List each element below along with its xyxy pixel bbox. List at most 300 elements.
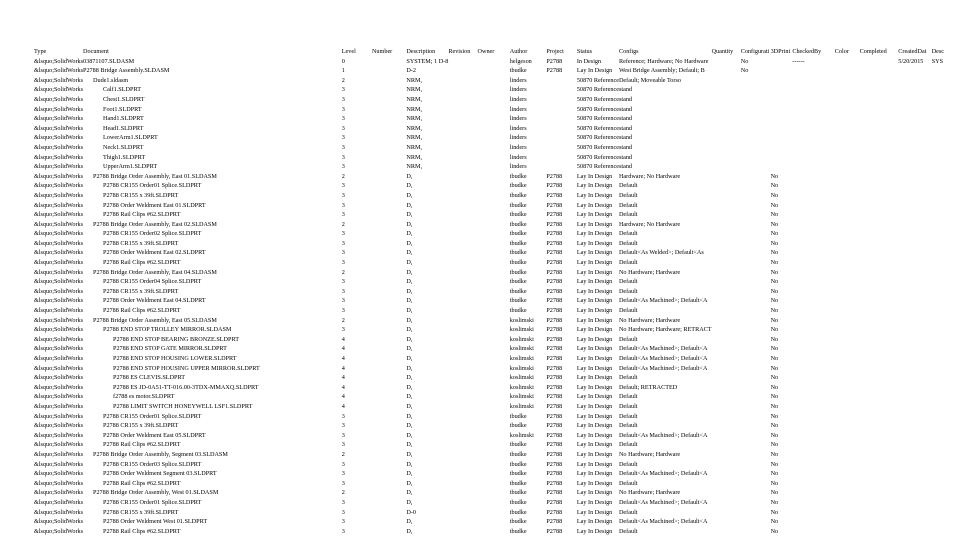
table-row[interactable] (34, 57, 960, 67)
cell-checkedby (792, 210, 834, 220)
cell-checkedby (792, 383, 834, 393)
cell-level: 3 (341, 191, 345, 199)
table-row[interactable] (34, 421, 960, 431)
cell-document (83, 162, 342, 172)
table-row[interactable] (34, 412, 960, 422)
cell-owner (478, 431, 510, 441)
cell-level: 2 (341, 220, 345, 228)
cell-completed (860, 335, 899, 345)
cell-level: 3 (341, 498, 345, 506)
column-header-desc2[interactable]: Desc (931, 48, 945, 55)
cell-description: D-2 (406, 67, 416, 75)
cell-number (372, 114, 406, 124)
cell-author: tbudke (509, 527, 527, 535)
cell-configs: stand (618, 105, 633, 113)
cell-color (835, 287, 860, 297)
cell-configuration (741, 220, 771, 230)
cell-owner (478, 287, 510, 297)
table-row[interactable] (34, 172, 960, 182)
column-header-project[interactable]: Project (546, 48, 564, 55)
cell-level: 4 (341, 383, 345, 391)
cell-configs: Default<As Machined>; Default<A (618, 297, 708, 305)
cell-configs: Default (618, 307, 638, 315)
cell-color (835, 402, 860, 412)
table-row[interactable] (34, 488, 960, 498)
cell-level: 3 (341, 441, 345, 449)
cell-description: D, (406, 259, 413, 267)
cell-quantity (712, 296, 741, 306)
cell-desc2 (932, 114, 960, 124)
column-header-createddate[interactable]: CreatedDat (898, 48, 927, 55)
table-row[interactable] (34, 258, 960, 268)
cell-quantity (712, 268, 741, 278)
cell-createddate (898, 469, 931, 479)
cell-description: D, (406, 489, 413, 497)
column-header-completed[interactable]: Completed (859, 48, 887, 55)
cell-author: koslimski (509, 345, 534, 353)
cell-author: tbudke (509, 172, 527, 180)
cell-configuration (741, 508, 771, 518)
cell-project: P2788 (546, 220, 563, 228)
cell-desc2 (932, 527, 960, 537)
cell-document (83, 479, 342, 489)
cell-author: tbudke (509, 450, 527, 458)
table-row[interactable] (34, 162, 960, 172)
cell-checkedby (792, 191, 834, 201)
cell-author: tbudke (509, 460, 527, 468)
cell-project: P2788 (546, 67, 563, 75)
cell-status: 50870 Reference (576, 95, 619, 103)
cell-owner (478, 277, 510, 287)
table-row[interactable] (34, 210, 960, 220)
cell-project: P2788 (546, 508, 563, 516)
cell-desc2 (932, 172, 960, 182)
table-row[interactable] (34, 296, 960, 306)
cell-description: D, (406, 307, 413, 315)
table-row[interactable] (34, 143, 960, 153)
cell-status: In Design (576, 57, 602, 65)
cell-configuration (741, 114, 771, 124)
cell-status: Lay In Design (576, 335, 613, 343)
cell-desc2 (932, 421, 960, 431)
table-row[interactable] (34, 383, 960, 393)
cell-configs: No Hardware; Hardware; RETRACT (618, 326, 712, 334)
cell-checkedby (792, 335, 834, 345)
table-row[interactable] (34, 364, 960, 374)
cell-desc2 (932, 239, 960, 249)
cell-document (83, 258, 342, 268)
cell-print3d (771, 114, 793, 124)
cell-createddate (898, 133, 931, 143)
cell-document (83, 105, 342, 115)
cell-number (372, 85, 406, 95)
table-row[interactable] (34, 373, 960, 383)
table-row[interactable] (34, 95, 960, 105)
document-name: Hand1.SLDPRT (103, 115, 144, 123)
cell-quantity (712, 143, 741, 153)
table-row[interactable] (34, 105, 960, 115)
cell-configuration (741, 383, 771, 393)
table-row[interactable] (34, 508, 960, 518)
cell-description: D, (406, 412, 413, 420)
cell-type: &lsquo;SolidWorks (34, 402, 84, 410)
cell-author: tbudke (509, 297, 527, 305)
cell-desc2 (932, 210, 960, 220)
cell-print3d: No (770, 239, 779, 247)
cell-number (372, 450, 406, 460)
cell-desc2 (932, 133, 960, 143)
cell-type: &lsquo;SolidWorks (34, 297, 84, 305)
table-row[interactable] (34, 479, 960, 489)
cell-owner (478, 181, 510, 191)
cell-quantity (712, 201, 741, 211)
cell-number (372, 95, 406, 105)
table-row[interactable] (34, 392, 960, 402)
table-row[interactable] (34, 287, 960, 297)
document-name: P2788 END STOP TROLLEY MIRROR.SLDASM (103, 326, 232, 334)
table-row[interactable] (34, 450, 960, 460)
cell-type: &lsquo;SolidWorks (34, 527, 84, 535)
cell-createddate (898, 335, 931, 345)
cell-desc2 (932, 508, 960, 518)
cell-description: NRM, (406, 115, 423, 123)
cell-document (83, 373, 342, 383)
cell-description: D, (406, 326, 413, 334)
cell-number (372, 508, 406, 518)
cell-createddate (898, 517, 931, 527)
cell-configuration (741, 268, 771, 278)
cell-document (83, 210, 342, 220)
table-row[interactable] (34, 277, 960, 287)
cell-document (83, 95, 342, 105)
cell-description: D, (406, 460, 413, 468)
cell-level: 3 (341, 412, 345, 420)
table-row[interactable] (34, 517, 960, 527)
cell-configuration (741, 306, 771, 316)
cell-description: D, (406, 450, 413, 458)
cell-checkedby (792, 162, 834, 172)
cell-author: linders (509, 76, 527, 84)
cell-configuration (741, 153, 771, 163)
cell-status: Lay In Design (576, 393, 613, 401)
column-header-description[interactable]: Description (406, 48, 436, 55)
cell-configuration (741, 85, 771, 95)
cell-revision (448, 57, 477, 67)
cell-document (83, 325, 342, 335)
cell-createddate (898, 431, 931, 441)
cell-number (372, 498, 406, 508)
table-row[interactable] (34, 114, 960, 124)
cell-type: &lsquo;SolidWorks (34, 172, 84, 180)
cell-level: 3 (341, 211, 345, 219)
cell-status: Lay In Design (576, 470, 613, 478)
cell-revision (448, 162, 477, 172)
cell-author: tbudke (509, 278, 527, 286)
cell-type: &lsquo;SolidWorks (34, 211, 84, 219)
table-row[interactable] (34, 344, 960, 354)
cell-description: NRM, (406, 163, 423, 171)
cell-project (546, 143, 577, 153)
cell-configs: Default (618, 191, 638, 199)
document-name: P2788 Order Weldment West 01.SLDPRT (103, 518, 208, 526)
cell-configuration (741, 469, 771, 479)
cell-revision (448, 133, 477, 143)
cell-configuration (741, 191, 771, 201)
cell-desc2 (932, 66, 960, 76)
table-row[interactable] (34, 229, 960, 239)
table-row[interactable] (34, 191, 960, 201)
cell-checkedby (792, 220, 834, 230)
column-header-revision[interactable]: Revision (448, 48, 471, 55)
cell-color (835, 344, 860, 354)
cell-configs: Default (618, 527, 638, 535)
column-header-document[interactable]: Document (83, 48, 109, 55)
cell-project (546, 76, 577, 86)
document-name: P2788 Bridge Order Assembly, Segment 03.SLDASM (93, 450, 228, 458)
table-row[interactable] (34, 469, 960, 479)
cell-owner (478, 162, 510, 172)
table-row[interactable] (34, 220, 960, 230)
cell-level: 3 (341, 115, 345, 123)
cell-type: &lsquo;SolidWorks (34, 287, 84, 295)
table-row[interactable] (34, 460, 960, 470)
cell-author: tbudke (509, 307, 527, 315)
column-header-type[interactable]: Type (34, 48, 47, 55)
cell-revision (448, 460, 477, 470)
cell-desc2 (932, 335, 960, 345)
cell-quantity (712, 248, 741, 258)
cell-owner (478, 392, 510, 402)
cell-configs: Default<As Machined>; Default<A (618, 498, 708, 506)
column-header-checkedby[interactable]: CheckedBy (792, 48, 822, 55)
cell-description: NRM, (406, 76, 423, 84)
cell-owner (478, 66, 510, 76)
cell-quantity (712, 181, 741, 191)
cell-completed (860, 105, 899, 115)
cell-createddate (898, 201, 931, 211)
cell-author: tbudke (509, 230, 527, 238)
cell-completed (860, 181, 899, 191)
cell-description: D, (406, 239, 413, 247)
cell-type: &lsquo;SolidWorks (34, 201, 84, 209)
cell-checkedby (792, 105, 834, 115)
table-row[interactable] (34, 354, 960, 364)
cell-owner (478, 143, 510, 153)
column-header-owner[interactable]: Owner (477, 48, 495, 55)
cell-createddate (898, 450, 931, 460)
cell-color (835, 460, 860, 470)
cell-author: tbudke (509, 220, 527, 228)
column-header-status[interactable]: Status (576, 48, 593, 55)
document-name: Head1.SLDPRT (103, 124, 144, 132)
cell-checkedby (792, 469, 834, 479)
column-header-print3d[interactable]: 3DPrint (770, 48, 791, 55)
cell-quantity (712, 220, 741, 230)
cell-desc2 (932, 373, 960, 383)
cell-description: D, (406, 316, 413, 324)
cell-desc2 (932, 498, 960, 508)
column-header-level[interactable]: Level (341, 48, 356, 55)
cell-configs: Default (618, 460, 638, 468)
cell-project: P2788 (546, 249, 563, 257)
table-row[interactable] (34, 440, 960, 450)
cell-status: 50870 Reference (576, 163, 619, 171)
cell-owner (478, 373, 510, 383)
cell-number (372, 335, 406, 345)
cell-color (835, 181, 860, 191)
cell-owner (478, 421, 510, 431)
document-name: P2788 CR155 x 39ft.SLDPRT (103, 287, 179, 295)
column-header-configs[interactable]: Configs (618, 48, 639, 55)
column-header-author[interactable]: Author (509, 48, 528, 55)
table-row[interactable] (34, 153, 960, 163)
cell-configs: Default<As Machined>; Default<A (618, 431, 708, 439)
cell-completed (860, 354, 899, 364)
cell-checkedby (792, 153, 834, 163)
cell-desc2 (932, 258, 960, 268)
table-row[interactable] (34, 76, 960, 86)
table-row[interactable] (34, 498, 960, 508)
cell-configs: Default (618, 422, 638, 430)
cell-desc2 (932, 316, 960, 326)
cell-level: 3 (341, 163, 345, 171)
cell-status: Lay In Design (576, 191, 613, 199)
cell-revision (448, 440, 477, 450)
cell-status: Lay In Design (576, 479, 613, 487)
cell-print3d: No (770, 345, 779, 353)
cell-level: 3 (341, 527, 345, 535)
cell-configs: Default (618, 412, 638, 420)
cell-type: &lsquo;SolidWorks (34, 316, 84, 324)
cell-level: 3 (341, 518, 345, 526)
cell-quantity (712, 335, 741, 345)
table-row[interactable] (34, 248, 960, 258)
cell-owner (478, 239, 510, 249)
column-header-number[interactable]: Number (371, 48, 393, 55)
table-row[interactable] (34, 239, 960, 249)
cell-completed (860, 431, 899, 441)
cell-createddate (898, 153, 931, 163)
cell-color (835, 479, 860, 489)
cell-configs: Reference; Hardware; No Hardware (618, 57, 709, 65)
column-header-quantity[interactable]: Quantity (711, 48, 734, 55)
cell-createddate (898, 383, 931, 393)
cell-status: Lay In Design (576, 355, 613, 362)
cell-document (83, 354, 342, 364)
cell-checkedby (792, 239, 834, 249)
cell-type: &lsquo;SolidWorks (34, 470, 84, 478)
cell-completed (860, 76, 899, 86)
cell-color (835, 248, 860, 258)
cell-print3d: No (770, 172, 779, 180)
cell-type: &lsquo;SolidWorks (34, 326, 84, 334)
table-row[interactable] (34, 66, 960, 76)
table-row[interactable] (34, 181, 960, 191)
cell-document (83, 527, 342, 537)
cell-checkedby (792, 181, 834, 191)
cell-type: &lsquo;SolidWorks (34, 489, 84, 497)
cell-number (372, 105, 406, 115)
cell-revision (448, 124, 477, 134)
cell-checkedby (792, 344, 834, 354)
column-header-color[interactable]: Color (834, 48, 849, 55)
cell-color (835, 392, 860, 402)
cell-completed (860, 172, 899, 182)
table-row[interactable] (34, 306, 960, 316)
cell-author: tbudke (509, 201, 527, 209)
cell-configuration (741, 287, 771, 297)
cell-quantity (712, 95, 741, 105)
table-row[interactable] (34, 201, 960, 211)
table-row[interactable] (34, 527, 960, 537)
document-name: P2788 Bridge Order Assembly, West 01.SLDASM (93, 489, 219, 497)
cell-revision (448, 306, 477, 316)
cell-author: tbudke (509, 259, 527, 267)
cell-completed (860, 479, 899, 489)
cell-configuration (741, 421, 771, 431)
table-row[interactable] (34, 316, 960, 326)
cell-checkedby (792, 76, 834, 86)
cell-level: 3 (341, 422, 345, 430)
cell-color (835, 153, 860, 163)
cell-revision (448, 344, 477, 354)
cell-description: D, (406, 498, 413, 506)
cell-revision (448, 335, 477, 345)
cell-owner (478, 469, 510, 479)
table-row[interactable] (34, 402, 960, 412)
cell-quantity (712, 402, 741, 412)
cell-project: P2788 (546, 412, 563, 420)
cell-configuration (741, 172, 771, 182)
table-row[interactable] (34, 325, 960, 335)
cell-type: &lsquo;SolidWorks (34, 124, 84, 132)
cell-configuration (741, 229, 771, 239)
cell-status: Lay In Design (576, 383, 613, 391)
cell-document (83, 421, 342, 431)
table-row[interactable] (34, 431, 960, 441)
cell-configuration (741, 373, 771, 383)
cell-document (83, 383, 342, 393)
cell-status: 50870 Reference (576, 134, 619, 142)
table-row[interactable] (34, 268, 960, 278)
cell-completed (860, 517, 899, 527)
table-row[interactable] (34, 133, 960, 143)
cell-color (835, 469, 860, 479)
cell-owner (478, 133, 510, 143)
table-row[interactable] (34, 335, 960, 345)
cell-owner (478, 354, 510, 364)
cell-createddate (898, 527, 931, 537)
cell-print3d: No (770, 230, 779, 238)
cell-document (83, 143, 342, 153)
cell-completed (860, 364, 899, 374)
cell-configuration (741, 201, 771, 211)
cell-print3d: No (770, 201, 779, 209)
cell-completed (860, 383, 899, 393)
document-name: P2788 Bridge Order Assembly, East 02.SLDASM (93, 220, 217, 228)
cell-checkedby (792, 431, 834, 441)
column-header-configuration[interactable]: Configurati (740, 48, 770, 55)
table-row[interactable] (34, 85, 960, 95)
cell-print3d: No (770, 259, 779, 267)
document-name: P2788 END STOP GATE MIRROR.SLDPRT (113, 345, 227, 353)
cell-level: 3 (341, 297, 345, 305)
cell-color (835, 162, 860, 172)
table-row[interactable] (34, 124, 960, 134)
cell-owner (478, 95, 510, 105)
cell-revision (448, 277, 477, 287)
cell-quantity (712, 383, 741, 393)
